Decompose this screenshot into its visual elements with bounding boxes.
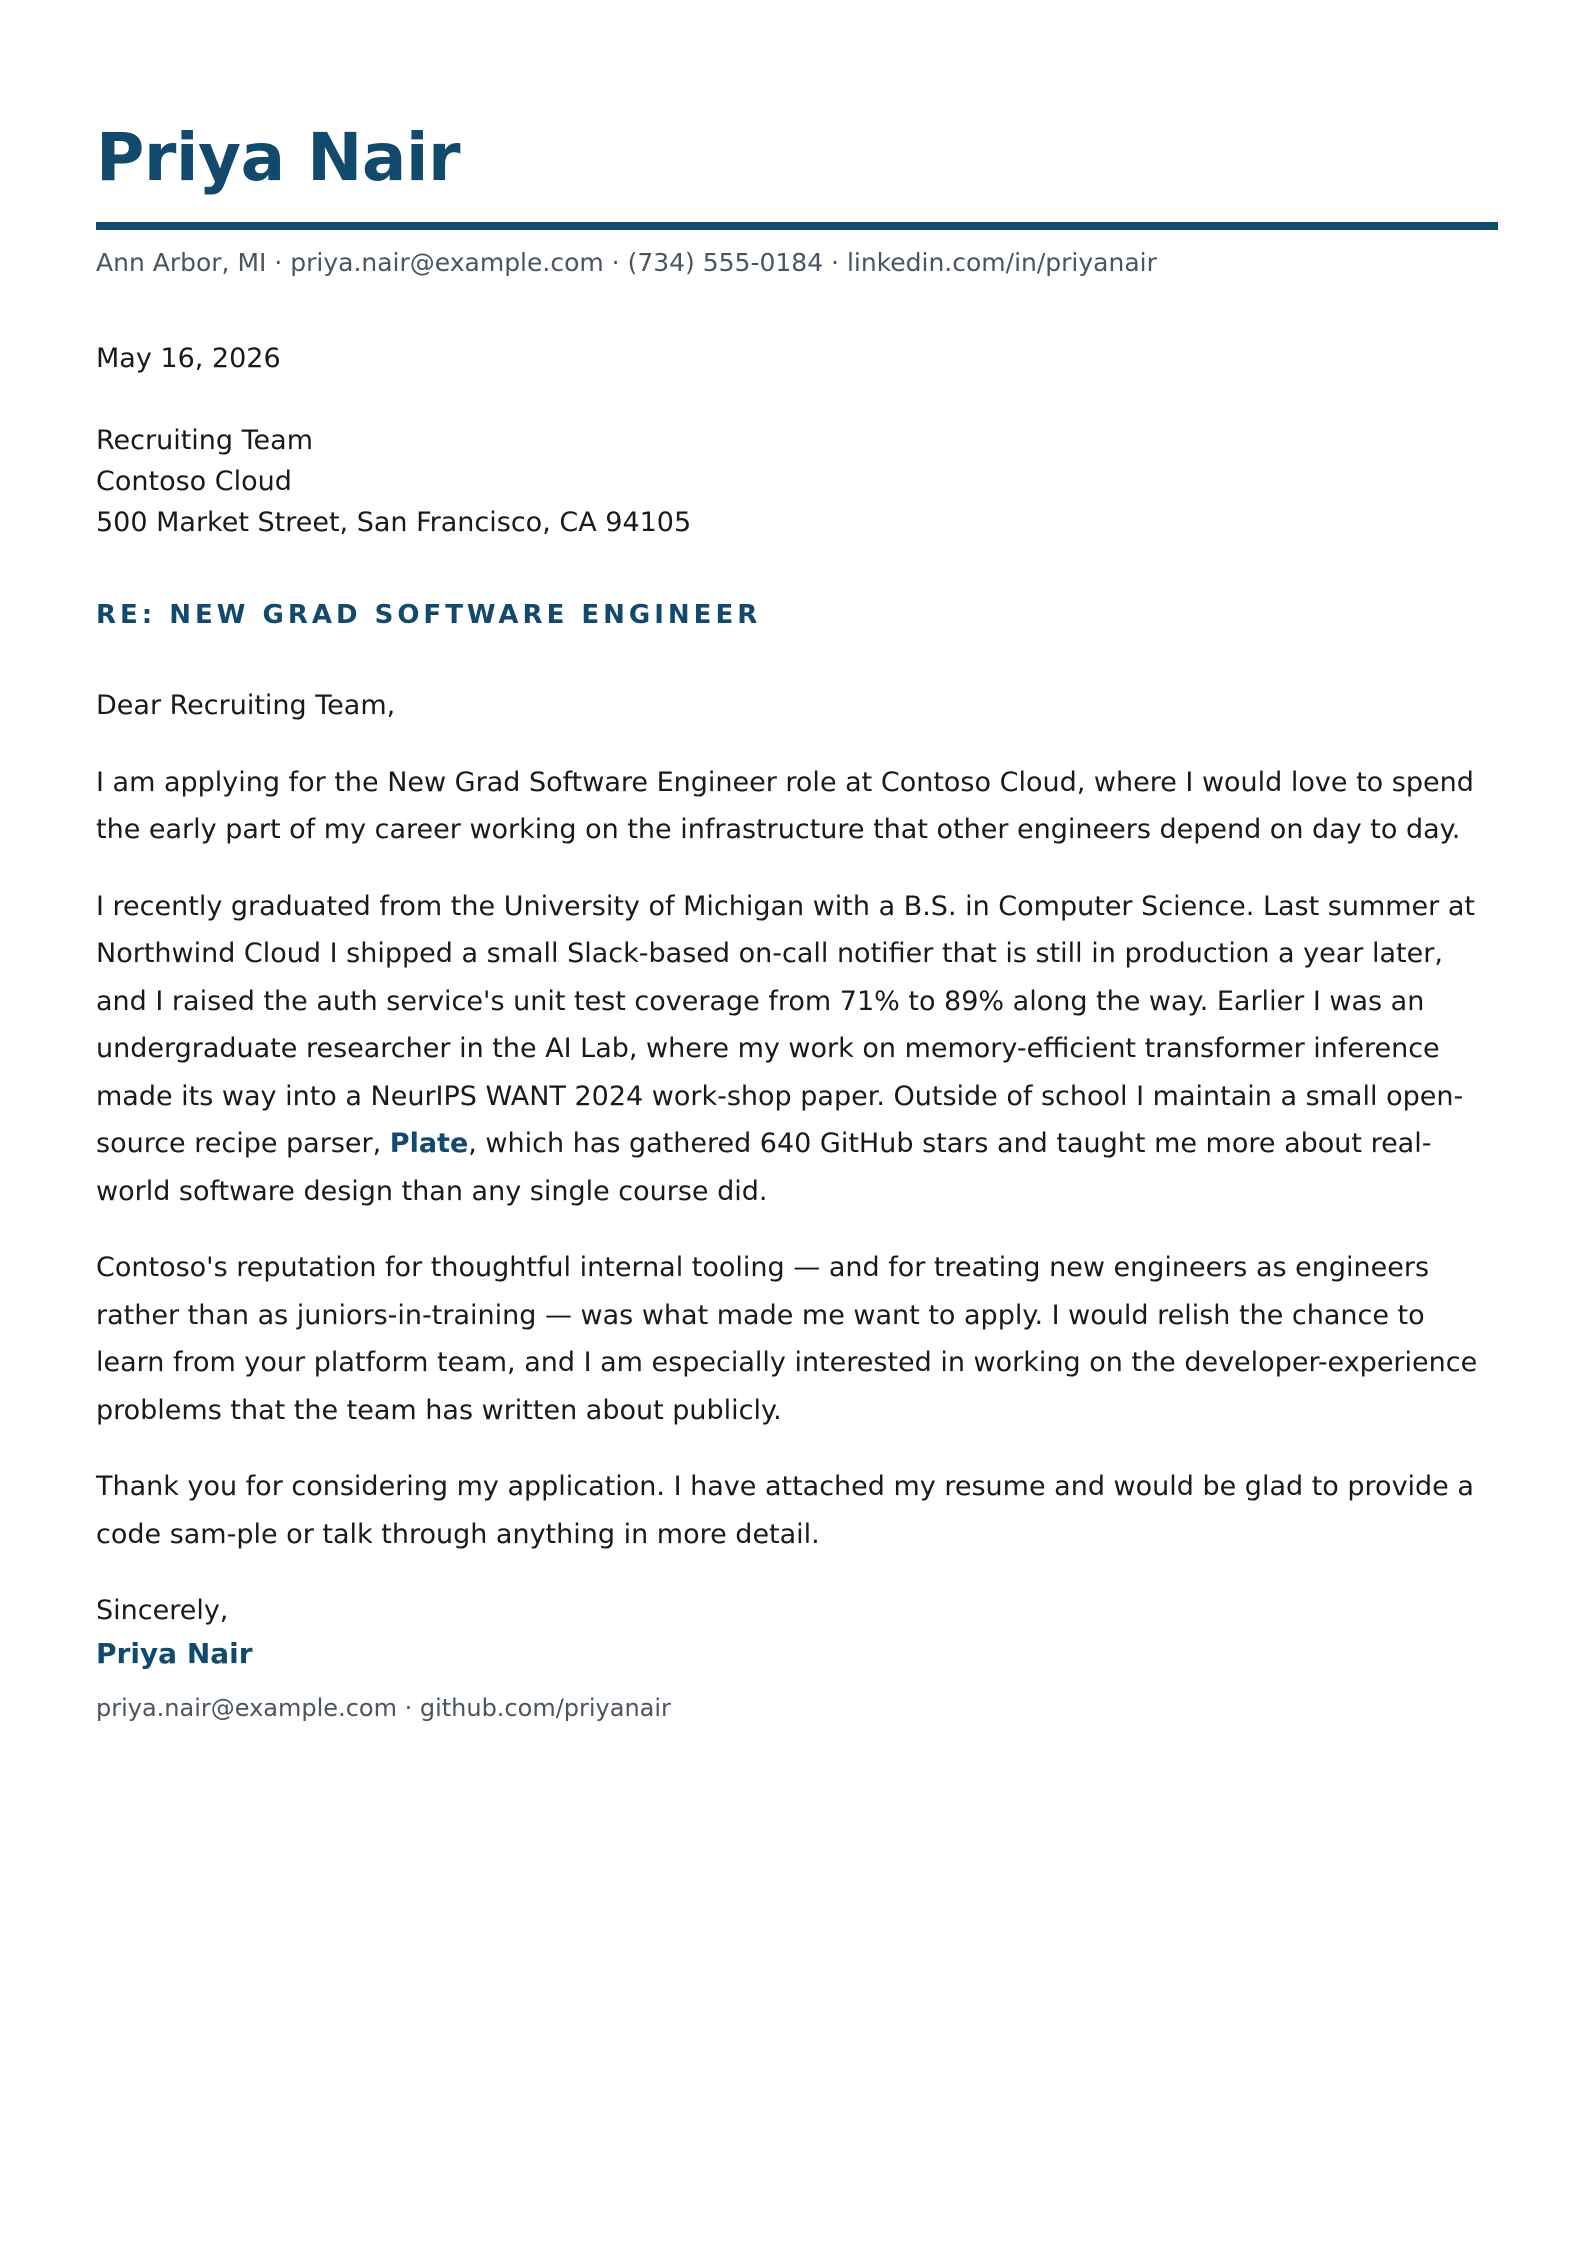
paragraph-experience-text-a: I recently graduated from the University of Michigan with a B.S. in Computer Science. Last summer at Northwind Cloud I shipped a small Slack-based on-call notifier that is still in production a year later, and I raised the auth service's unit test coverage from 71% to 89% along the way. Earlier I was an undergraduate researcher in the AI Lab, where my work on memory-efficient transformer inference made its way into a NeurIPS WANT 2024 work-shop paper. Outside of school I maintain a small open-source recipe parser,	[96, 890, 1475, 1159]
paragraph-experience	[96, 883, 1498, 1216]
paragraph-motivation: Contoso's reputation for thoughtful internal tooling — and for treating new engineers as engineers rather than as juniors-in-training — was what made me want to apply. I would relish the chance to learn from your platform team, and I am especially interested in working on the developer-experience problems that the team has written about publicly.	[96, 1252, 1478, 1426]
signature-name: Priya Nair	[96, 1637, 253, 1670]
letter-date: May 16, 2026	[96, 343, 281, 374]
salutation: Dear Recruiting Team,	[96, 690, 396, 721]
applicant-name: Priya Nair	[96, 119, 461, 196]
paragraph-thanks: Thank you for considering my application. I have attached my resume and would be glad to provide a code sam-ple or talk through anything in more detail.	[96, 1471, 1474, 1550]
closing: Sincerely,	[96, 1595, 229, 1626]
paragraph-experience-text-b: , which has gathered 640 GitHub stars and taught me more about real-world software design than any single course did.	[96, 1128, 1432, 1207]
recipient-line-team: Recruiting Team	[96, 425, 314, 456]
signature-contact-line: priya.nair@example.com · github.com/priyanair	[96, 1694, 671, 1722]
header-divider	[96, 222, 1498, 230]
letter-body	[96, 682, 1498, 1680]
header-contact-line: Ann Arbor, MI · priya.nair@example.com · (734) 555-0184 · linkedin.com/in/priyanair	[96, 248, 1157, 277]
project-name-plate: Plate	[389, 1128, 469, 1159]
subject-line: RE: NEW GRAD SOFTWARE ENGINEER	[96, 600, 762, 630]
recipient-address	[96, 420, 691, 543]
paragraph-intro: I am applying for the New Grad Software Engineer role at Contoso Cloud, where I would love to spend the early part of my career working on the infrastructure that other engineers depend on day to day.	[96, 766, 1474, 845]
recipient-line-street: 500 Market Street, San Francisco, CA 94105	[96, 507, 692, 538]
recipient-line-company: Contoso Cloud	[96, 466, 292, 497]
